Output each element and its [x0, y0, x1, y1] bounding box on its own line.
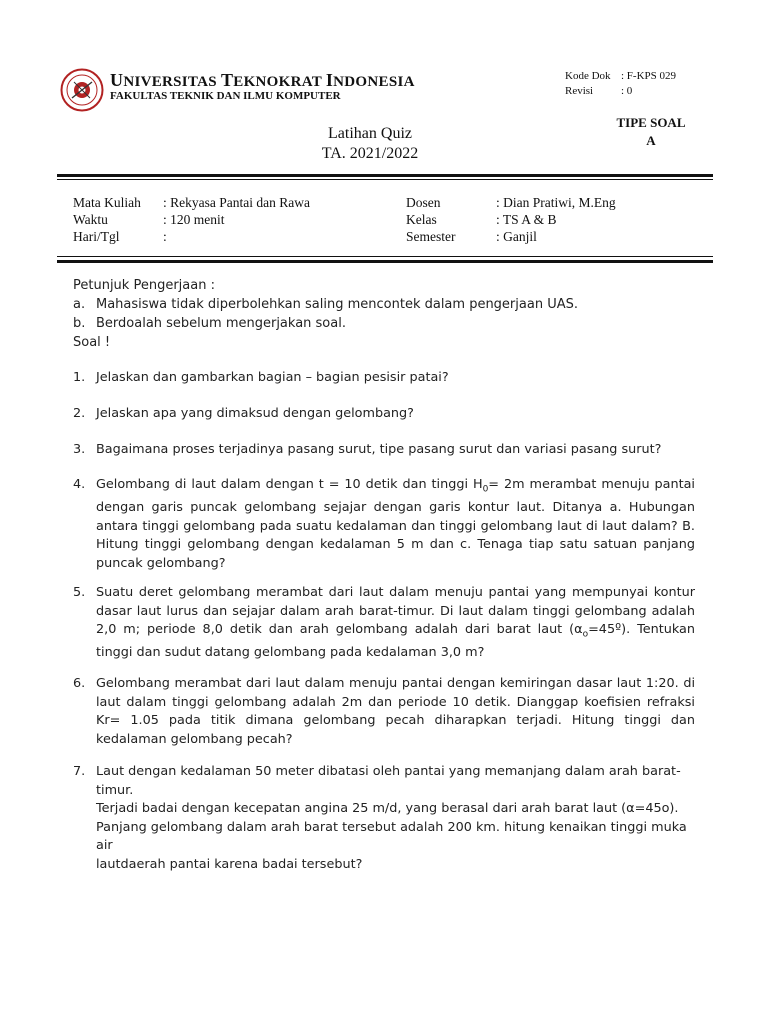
info-left-column	[73, 194, 310, 245]
question-2	[73, 405, 695, 424]
instructions-heading: Petunjuk Pengerjaan :	[73, 278, 215, 293]
info-right-column	[406, 194, 616, 245]
question-text: Jelaskan dan gambarkan bagian – bagian pesisir patai?	[96, 370, 449, 385]
question-number: 4.	[73, 477, 86, 492]
waktu-label: Waktu	[73, 212, 108, 227]
instruction-item-b	[73, 314, 693, 333]
instruction-text: Berdoalah sebelum mengerjakan soal.	[96, 316, 346, 331]
mata-kuliah-label: Mata Kuliah	[73, 195, 141, 210]
question-text: Jelaskan apa yang dimaksud dengan gelombang?	[96, 406, 414, 421]
waktu-value: : 120 menit	[163, 212, 225, 227]
kode-dok-value: : F-KPS 029	[621, 70, 677, 82]
question-text: Suatu deret gelombang merambat dari laut dalam menuju pantai yang mempunyai kontur dasar laut lurus dan sejajar dalam arah barat-timur. Di laut dalam tinggi gelombang adalah 2,0 m; periode 8,0 detik dan arah gelombang adalah dari barat laut $(\alpha_o=45º)$. Tentukan tinggi dan sudut datang gelombang pada kedalaman 3,0 m?	[96, 585, 695, 661]
dosen-label: Dosen	[406, 195, 441, 210]
hari-tgl-label: Hari/Tgl	[73, 229, 120, 244]
question-text: Bagaimana proses terjadinya pasang surut, tipe pasang surut dan variasi pasang surut?	[96, 442, 662, 457]
question-number: 1.	[73, 370, 86, 385]
question-text: Gelombang di laut dalam dengan t = 10 detik dan tinggi $H_0= 2m$ merambat menuju pantai dengan garis puncak gelombang sejajar dengan garis kontur laut. Ditanya a. Hubungan antara tinggi gelombang pada suatu kedalaman dan tinggi gelombang laut di laut dalam? B. Hitung tinggi gelombang dengan kedalaman 5 m dan c. Tenaga tiap satu satuan panjang puncak gelombang?	[96, 477, 695, 571]
instruction-item-a	[73, 295, 693, 314]
question-number: 3.	[73, 442, 86, 457]
question-line: lautdaerah pantai karena badai tersebut?	[96, 856, 363, 872]
revisi-value: : 0	[621, 85, 633, 97]
info-divider-thick	[57, 260, 713, 263]
question-3	[73, 441, 695, 460]
question-number: 7.	[73, 764, 86, 779]
faculty-name: FAKULTAS TEKNIK DAN ILMU KOMPUTER	[110, 90, 341, 102]
revisi-label: Revisi	[565, 85, 594, 97]
tipe-soal-value: A	[646, 133, 656, 148]
question-number: 5.	[73, 585, 86, 600]
mata-kuliah-value: : Rekyasa Pantai dan Rawa	[163, 195, 310, 210]
university-name	[110, 70, 415, 91]
header-divider-thin	[57, 179, 713, 180]
uni-name-word-1: UNIVERSITAS	[110, 70, 221, 90]
academic-year: TA. 2021/2022	[321, 145, 419, 162]
header-divider-thick	[57, 174, 713, 177]
kode-dok-label: Kode Dok	[565, 70, 611, 82]
kelas-value: : TS A & B	[496, 212, 557, 227]
instruction-marker: b.	[73, 316, 86, 331]
info-divider-thin	[57, 256, 713, 257]
instruction-text: Mahasiswa tidak diperbolehkan saling mencontek dalam pengerjaan UAS.	[96, 297, 578, 312]
university-logo-icon	[60, 68, 104, 112]
question-5	[73, 584, 695, 663]
tipe-soal-label: TIPE SOAL	[616, 115, 686, 130]
question-7	[73, 763, 695, 874]
question-4	[73, 476, 695, 573]
question-line: Laut dengan kedalaman 50 meter dibatasi oleh pantai yang memanjang dalam arah barat-timur.	[96, 764, 681, 798]
uni-name-word-2: TEKNOKRAT	[220, 70, 326, 90]
dosen-value: : Dian Pratiwi, M.Eng	[496, 195, 616, 210]
semester-label: Semester	[406, 229, 456, 244]
question-text	[96, 763, 695, 874]
kelas-label: Kelas	[406, 212, 437, 227]
instruction-marker: a.	[73, 297, 86, 312]
question-1	[73, 369, 695, 388]
hari-tgl-value: :	[163, 229, 167, 244]
question-number: 6.	[73, 676, 86, 691]
question-line: Panjang gelombang dalam arah barat tersebut adalah 200 km. hitung kenaikan tinggi muka air	[96, 819, 687, 853]
uni-name-word-3: INDONESIA	[325, 70, 415, 90]
question-line: Terjadi badai dengan kecepatan angina 25 m/d, yang berasal dari arah barat laut (α=45o).	[96, 801, 679, 816]
question-6	[73, 675, 695, 749]
question-text: Gelombang merambat dari laut dalam menuju pantai dengan kemiringan dasar laut 1:20. di laut dalam tinggi gelombang adalah 2m dan periode 10 detik. Dianggap koefisien refraksi Kr= 1.05 pada titik dimana gelombang pecah diharapkan terjadi. Hitung tinggi dan kedalaman gelombang pecah?	[96, 676, 695, 747]
question-number: 2.	[73, 406, 86, 421]
semester-value: : Ganjil	[496, 229, 537, 244]
document-title: Latihan Quiz	[328, 125, 412, 142]
soal-label: Soal !	[73, 335, 111, 350]
document-meta	[565, 69, 676, 99]
